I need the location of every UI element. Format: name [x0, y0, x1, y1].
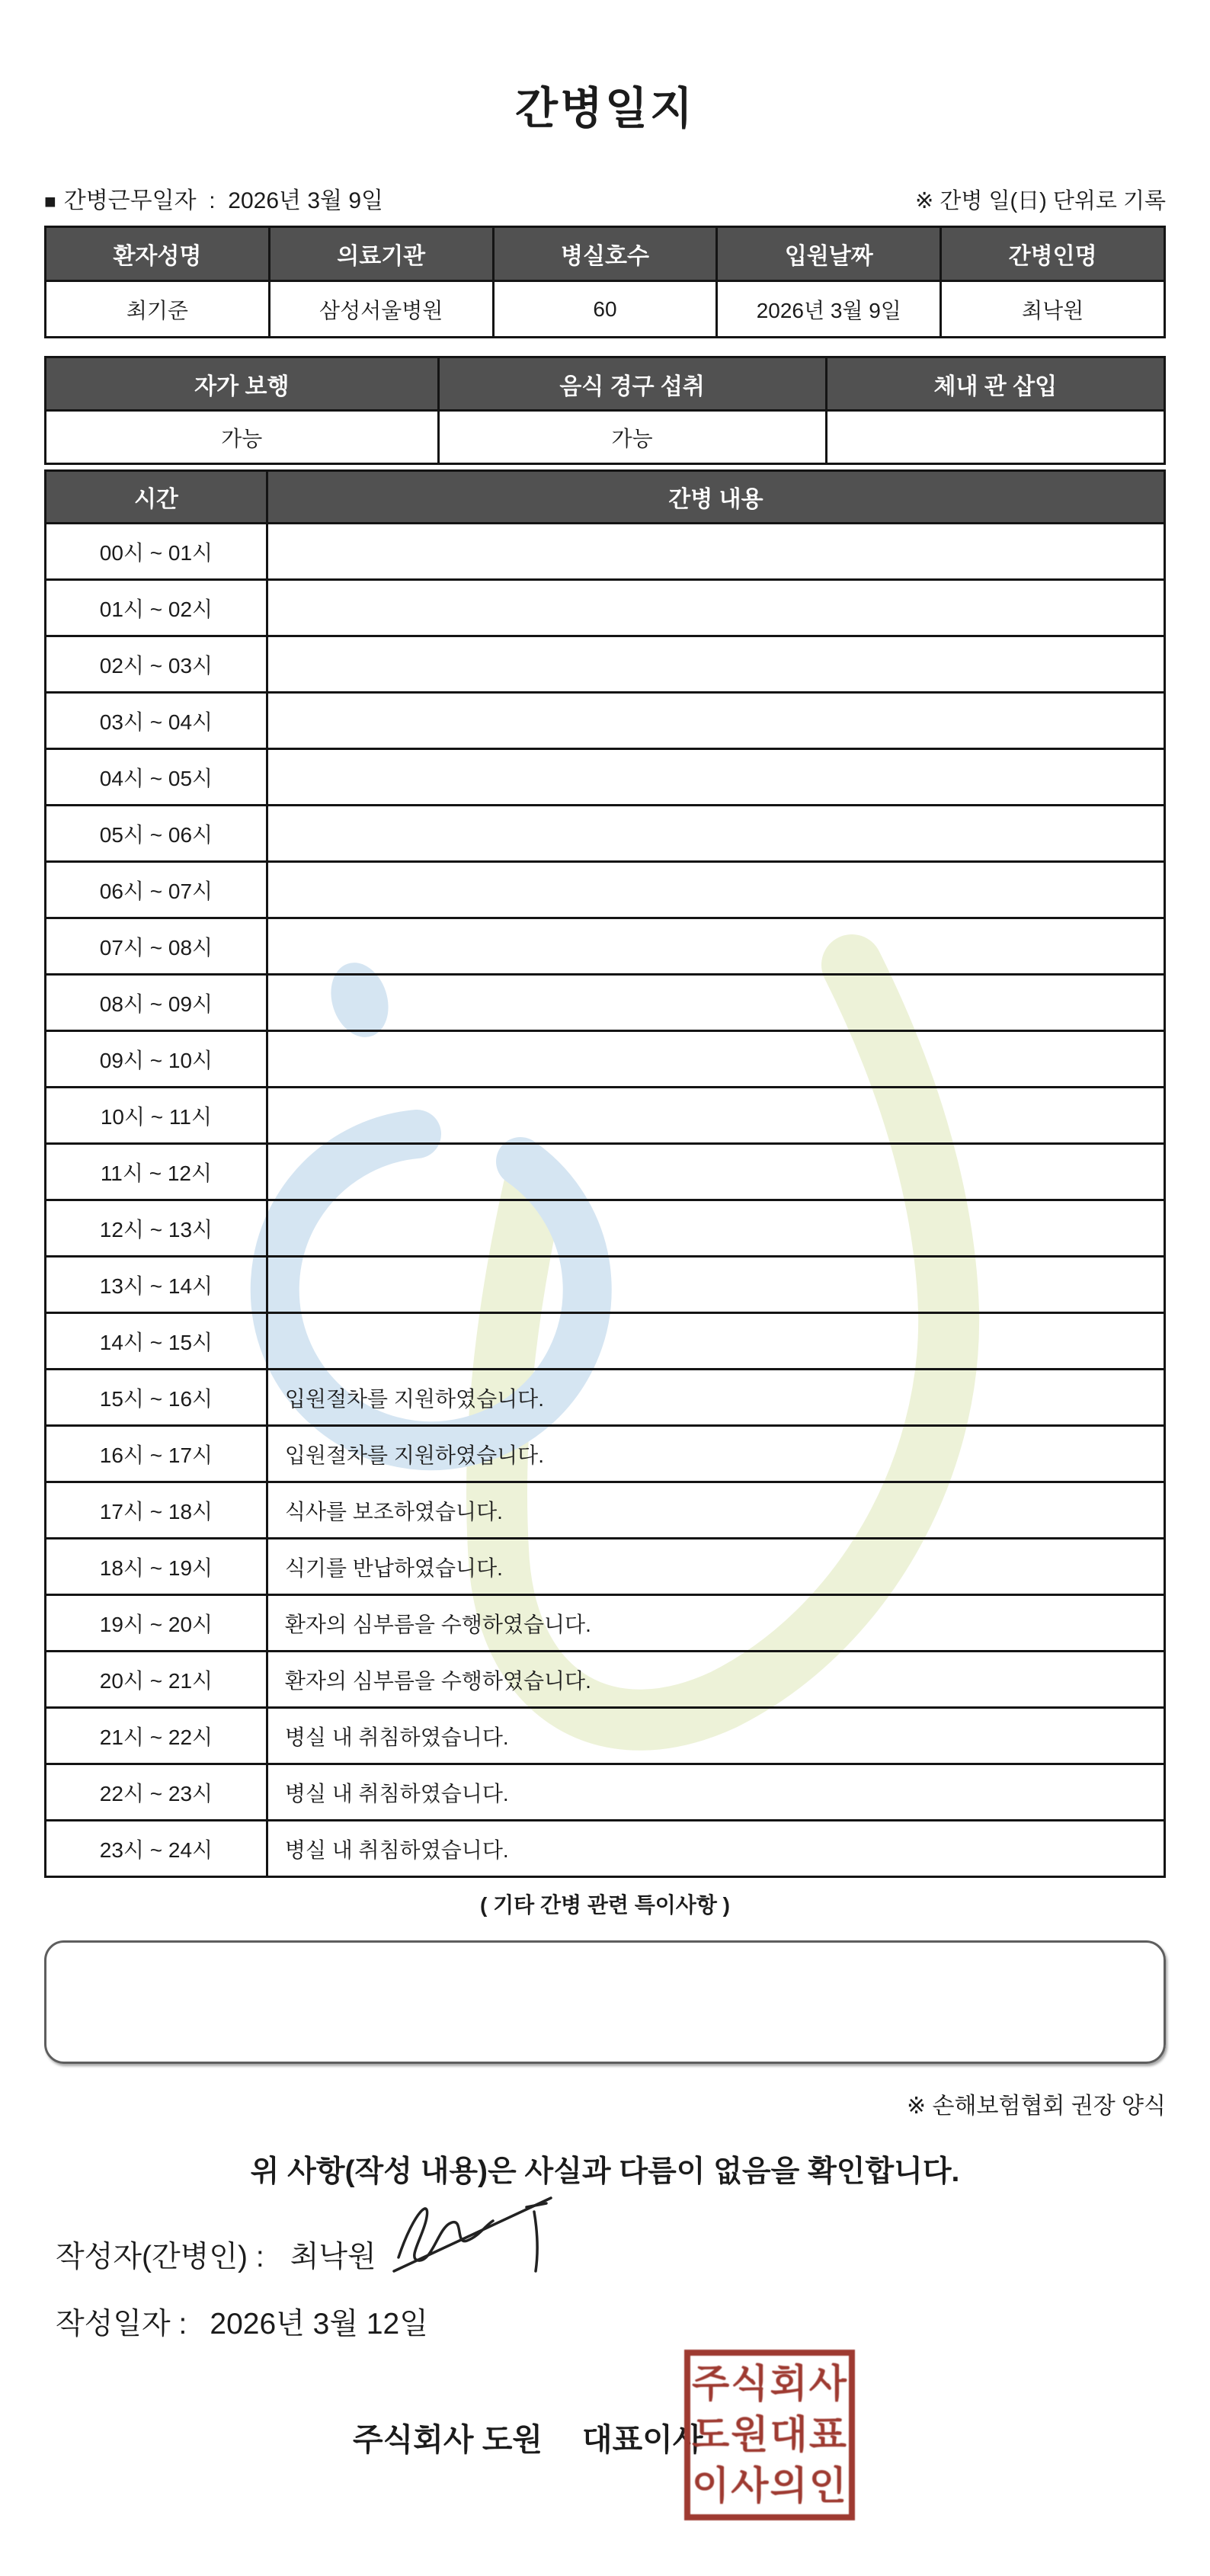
- care-row: [46, 1708, 1165, 1764]
- patient-value-row: [46, 281, 1165, 338]
- work-date-value: 2026년 3월 9일: [228, 188, 383, 213]
- status-header-cell: 자가 보행: [46, 357, 439, 411]
- care-time-cell: 05시 ~ 06시: [46, 806, 267, 862]
- ceo-title: 대표이사: [582, 2422, 703, 2457]
- care-header-row: [46, 471, 1165, 524]
- care-time-cell: 23시 ~ 24시: [46, 1821, 267, 1877]
- care-row: [46, 1144, 1165, 1200]
- care-row: [46, 1539, 1165, 1595]
- patient-header-cell: 간병인명: [941, 227, 1165, 281]
- care-row: [46, 580, 1165, 636]
- status-value-cell: 가능: [438, 411, 826, 464]
- work-date-line: [44, 181, 383, 215]
- care-log-table: [44, 469, 1166, 1878]
- care-time-cell: 01시 ~ 02시: [46, 580, 267, 636]
- patient-value-cell: 최기준: [46, 281, 270, 338]
- care-row: [46, 1821, 1165, 1877]
- patient-value-cell: 2026년 3월 9일: [717, 281, 941, 338]
- care-row: [46, 1595, 1165, 1652]
- patient-info-table: [44, 226, 1166, 338]
- care-time-cell: 12시 ~ 13시: [46, 1200, 267, 1257]
- care-row: [46, 1200, 1165, 1257]
- care-content-cell: [267, 636, 1164, 693]
- writer-line: [56, 2238, 1166, 2277]
- stamp-text-row: 도원대표: [692, 2412, 849, 2456]
- care-time-cell: 09시 ~ 10시: [46, 1031, 267, 1088]
- care-row: [46, 524, 1165, 580]
- status-value-cell: [826, 411, 1164, 464]
- care-row: [46, 1370, 1165, 1426]
- care-content-cell: 병실 내 취침하였습니다.: [267, 1821, 1164, 1877]
- care-time-cell: 00시 ~ 01시: [46, 524, 267, 580]
- patient-value-cell: 최낙원: [941, 281, 1165, 338]
- care-row: [46, 1031, 1165, 1088]
- care-time-cell: 14시 ~ 15시: [46, 1313, 267, 1370]
- writer-name: 최낙원: [290, 2241, 376, 2273]
- patient-header-cell: 입원날짜: [717, 227, 941, 281]
- work-date-label: 간병근무일자 :: [63, 188, 216, 213]
- care-content-cell: [267, 1031, 1164, 1088]
- care-row: [46, 1426, 1165, 1482]
- care-content-cell: [267, 1200, 1164, 1257]
- care-time-cell: 11시 ~ 12시: [46, 1144, 267, 1200]
- patient-header-cell: 병실호수: [493, 227, 717, 281]
- status-value-cell: 가능: [46, 411, 439, 464]
- care-row: [46, 693, 1165, 749]
- care-row: [46, 1764, 1165, 1821]
- date-value: 2026년 3월 12일: [210, 2308, 428, 2341]
- care-content-cell: 환자의 심부름을 수행하였습니다.: [267, 1595, 1164, 1652]
- care-content-cell: 환자의 심부름을 수행하였습니다.: [267, 1652, 1164, 1708]
- patient-header-cell: 환자성명: [46, 227, 270, 281]
- company-name: 주식회사 도원: [353, 2422, 543, 2457]
- care-time-cell: 16시 ~ 17시: [46, 1426, 267, 1482]
- patient-header-row: [46, 227, 1165, 281]
- writer-label: 작성자(간병인) :: [56, 2241, 264, 2273]
- care-time-cell: 17시 ~ 18시: [46, 1482, 267, 1539]
- care-content-cell: [267, 524, 1164, 580]
- care-content-cell: [267, 806, 1164, 862]
- stamp-text-row: 주식회사: [692, 2362, 849, 2406]
- stamp-text-row: 이사의인: [692, 2463, 849, 2507]
- patient-value-cell: 삼성서울병원: [269, 281, 493, 338]
- status-header-cell: 음식 경구 섭취: [438, 357, 826, 411]
- confirmation-statement: 위 사항(작성 내용)은 사실과 다름이 없음을 확인합니다.: [250, 2155, 960, 2188]
- care-row: [46, 636, 1165, 693]
- care-time-cell: 10시 ~ 11시: [46, 1088, 267, 1144]
- care-time-cell: 20시 ~ 21시: [46, 1652, 267, 1708]
- care-row: [46, 1088, 1165, 1144]
- care-content-cell: [267, 1144, 1164, 1200]
- care-content-cell: [267, 1257, 1164, 1313]
- patient-header-cell: 의료기관: [269, 227, 493, 281]
- care-content-cell: [267, 918, 1164, 975]
- care-row: [46, 806, 1165, 862]
- care-row: [46, 1313, 1165, 1370]
- care-content-cell: [267, 1313, 1164, 1370]
- care-content-cell: 식기를 반납하였습니다.: [267, 1539, 1164, 1595]
- care-row: [46, 862, 1165, 918]
- care-content-cell: [267, 862, 1164, 918]
- care-content-cell: [267, 749, 1164, 806]
- status-value-row: [46, 411, 1165, 464]
- corporate-seal-stamp: [684, 2350, 855, 2520]
- care-content-cell: 입원절차를 지원하였습니다.: [267, 1370, 1164, 1426]
- care-time-cell: 22시 ~ 23시: [46, 1764, 267, 1821]
- care-time-cell: 19시 ~ 20시: [46, 1595, 267, 1652]
- care-time-cell: 04시 ~ 05시: [46, 749, 267, 806]
- care-time-cell: 15시 ~ 16시: [46, 1370, 267, 1426]
- care-time-cell: 18시 ~ 19시: [46, 1539, 267, 1595]
- care-content-cell: [267, 1088, 1164, 1144]
- care-time-cell: 03시 ~ 04시: [46, 693, 267, 749]
- meta-row: [44, 187, 1166, 215]
- unit-note: ※ 간병 일(日) 단위로 기록: [915, 189, 1166, 213]
- care-content-cell: 식사를 보조하였습니다.: [267, 1482, 1164, 1539]
- care-time-cell: 08시 ~ 09시: [46, 975, 267, 1031]
- care-row: [46, 749, 1165, 806]
- date-label: 작성일자 :: [56, 2308, 187, 2341]
- care-time-cell: 07시 ~ 08시: [46, 918, 267, 975]
- care-content-cell: [267, 975, 1164, 1031]
- care-time-cell: 06시 ~ 07시: [46, 862, 267, 918]
- care-content-cell: [267, 580, 1164, 636]
- page-title: 간병일지: [514, 84, 696, 133]
- form-note: ※ 손해보험협회 권장 양식: [907, 2094, 1166, 2119]
- care-time-cell: 02시 ~ 03시: [46, 636, 267, 693]
- square-bullet-icon: ■: [44, 190, 56, 213]
- care-time-cell: 13시 ~ 14시: [46, 1257, 267, 1313]
- notes-box: [44, 1940, 1166, 2064]
- care-content-cell: 병실 내 취침하였습니다.: [267, 1764, 1164, 1821]
- care-row: [46, 1257, 1165, 1313]
- care-row: [46, 1482, 1165, 1539]
- care-row: [46, 1652, 1165, 1708]
- status-header-cell: 체내 관 삽입: [826, 357, 1164, 411]
- patient-status-table: [44, 356, 1166, 465]
- care-content-cell: [267, 693, 1164, 749]
- content-column-header: 간병 내용: [267, 471, 1164, 524]
- writer-signature: [385, 2181, 564, 2288]
- time-column-header: 시간: [46, 471, 267, 524]
- care-row: [46, 918, 1165, 975]
- care-time-cell: 21시 ~ 22시: [46, 1708, 267, 1764]
- date-line: [56, 2305, 1166, 2344]
- care-row: [46, 975, 1165, 1031]
- care-content-cell: 병실 내 취침하였습니다.: [267, 1708, 1164, 1764]
- care-content-cell: 입원절차를 지원하였습니다.: [267, 1426, 1164, 1482]
- notes-heading: ( 기타 간병 관련 특이사항 ): [479, 1893, 731, 1917]
- status-header-row: [46, 357, 1165, 411]
- patient-value-cell: 60: [493, 281, 717, 338]
